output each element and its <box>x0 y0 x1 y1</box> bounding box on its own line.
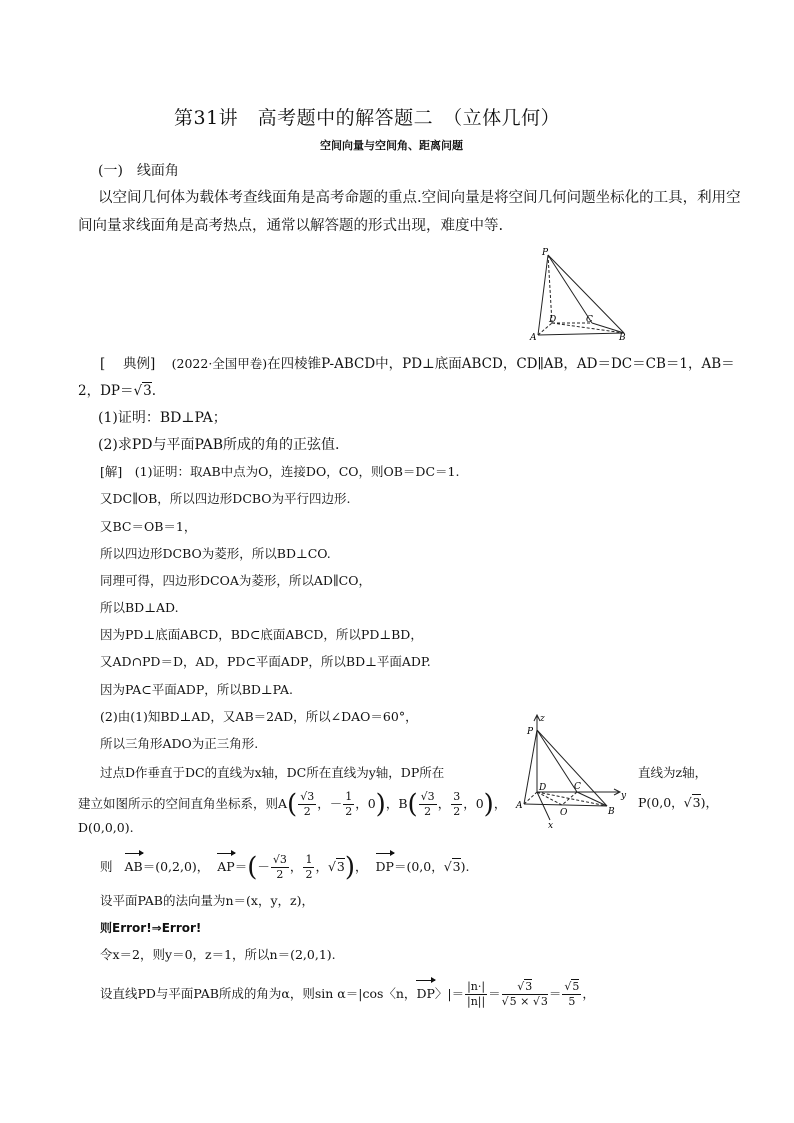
final-eq-1: ＝ <box>488 986 501 1001</box>
label-c: C <box>586 315 593 325</box>
a-x-den: 2 <box>303 805 311 818</box>
edge-co <box>562 792 577 805</box>
question-2: (2)求PD与平面PAB所成的角的正弦值. <box>98 437 340 453</box>
ap-y-den: 2 <box>305 868 313 881</box>
label-y: y <box>621 791 627 801</box>
vector-line: 则 AB＝(0,2,0)， AP＝(－ $\frac{√3}{2}$ ， $\frac{1}{2}$ ，√3)， DP＝(0,0，√3). <box>100 852 470 883</box>
final-vector-dp: DP <box>416 983 434 1005</box>
final-frac-den: |n|| <box>466 995 486 1008</box>
coord-line-2: 建立如图所示的空间直角坐标系，则A( $\frac{√3}{2}$ ，－ $\frac{1}{2}$ ，0)，B( $\frac{√3}{2}$ ， $\frac{3}{2}$ ，0)， <box>78 789 507 820</box>
problem-source: (2022·全国甲卷) <box>171 356 268 371</box>
edge-pa <box>538 255 548 335</box>
a-x-num: √3 <box>300 790 315 803</box>
label-x: x <box>548 821 554 830</box>
solution-line-6: 所以BD⊥AD. <box>100 600 179 615</box>
coord-b-label: ，B <box>385 796 408 811</box>
vector-ab: AB <box>125 856 143 878</box>
edge-pa <box>524 730 537 804</box>
label-a: A <box>530 333 537 343</box>
vectors-prefix: 则 <box>100 859 113 874</box>
normal-line-2: 则Error!⇒Error! <box>100 921 202 935</box>
normal-line-3: 令x＝2，则y＝0，z＝1，所以n＝(2,0,1). <box>100 947 336 962</box>
intro-line-1: 以空间几何体为载体考查线面角是高考命题的重点.空间向量是将空间几何问题坐标化的工具，利用空 <box>98 190 741 206</box>
final-frac-num: |n·| <box>467 980 486 993</box>
edge-ab <box>538 333 624 335</box>
section-heading: (一) 线面角 <box>98 163 179 179</box>
coordinate-figure <box>512 712 632 830</box>
b-y-num: 3 <box>453 790 461 803</box>
solution-line-4: 所以四边形DCBO为菱形，所以BD⊥CO. <box>100 546 331 561</box>
coord-p-label: P(0,0， <box>638 795 684 810</box>
solution-line-3: 又BC＝OB＝1， <box>100 519 197 534</box>
ap-y-num: 1 <box>305 853 313 866</box>
label-b: B <box>619 333 626 343</box>
vector-ap-eq: ＝ <box>234 859 248 874</box>
ap-x-num: √3 <box>272 853 287 866</box>
final-result-num: 5 <box>572 980 580 993</box>
edge-pc <box>548 255 592 323</box>
solution-line-11: 所以三角形ADO为正三角形. <box>100 736 259 751</box>
b-y-den: 2 <box>453 805 461 818</box>
b-x-den: 2 <box>424 805 432 818</box>
vector-dp: DP <box>376 856 394 878</box>
label-b: B <box>608 807 615 817</box>
vector-dp-value: ＝(0,0， <box>393 859 444 874</box>
page-title: 第31讲 高考题中的解答题二 （立体几何） <box>174 107 561 129</box>
a-y-den: 2 <box>345 805 353 818</box>
problem-statement: 在四棱锥P-ABCD中，PD⊥底面ABCD，CD∥AB，AD＝DC＝CB＝1，AB＝ <box>267 356 735 372</box>
final-text: 设直线PD与平面PAB所成的角为α，则sin α＝|cos〈n， <box>100 986 417 1001</box>
edge-pd <box>548 255 552 323</box>
final-mid: 〉|＝ <box>434 986 465 1001</box>
ap-x-den: 2 <box>276 868 284 881</box>
intro-line-2: 间向量求线面角是高考热点，通常以解答题的形式出现，难度中等. <box>78 218 504 234</box>
question-1: (1)证明：BD⊥PA； <box>98 410 227 426</box>
coord-line-1a: 过点D作垂直于DC的直线为x轴，DC所在直线为y轴，DP所在 <box>100 765 445 780</box>
dp-z-sqrt: 3 <box>452 859 461 874</box>
solution-line-1: [解] (1)证明：取AB中点为O，连接DO，CO，则OB＝DC＝1. <box>100 464 460 479</box>
label-z: z <box>540 714 545 724</box>
problem-line-1 <box>100 353 735 375</box>
solution-line-7: 因为PD⊥底面ABCD，BD⊂底面ABCD，所以PD⊥BD， <box>100 627 423 642</box>
label-p: P <box>527 727 534 737</box>
final-times: × <box>520 995 530 1008</box>
solution-line-5: 同理可得，四边形DCOA为菱形，所以AD∥CO， <box>100 573 371 588</box>
problem-tag: [ 典例] <box>100 356 156 372</box>
final-line: 设直线PD与平面PAB所成的角为α，则sin α＝|cos〈n，DP〉|＝ $\frac{|n\cdot|}{|n||}$ ＝ $\frac{√3}{√5 \times √3}$ ＝ $\frac{√5}{5}$ ， <box>100 980 595 1008</box>
final-den-a: 5 <box>509 995 517 1008</box>
final-eq-2: ＝ <box>548 986 562 1001</box>
coord-p-sqrt: 3 <box>692 795 701 810</box>
label-o: O <box>560 808 568 818</box>
a-y-num: 1 <box>345 790 353 803</box>
final-den-b: 3 <box>540 995 548 1008</box>
vector-ab-value: ＝(0,2,0)， <box>142 859 210 874</box>
coord-p-end: )， <box>700 795 718 810</box>
label-d: D <box>539 783 547 793</box>
edge-do <box>537 792 562 805</box>
coord-line-1b: 直线为z轴， <box>638 765 708 780</box>
problem-dp-value: 3 <box>143 383 152 399</box>
solution-line-9: 因为PA⊂平面ADP，所以BD⊥PA. <box>100 682 293 697</box>
coord-p: P(0,0，√3)， <box>638 795 718 810</box>
coord-a-label: 建立如图所示的空间直角坐标系，则A <box>78 796 288 811</box>
pyramid-figure <box>520 245 630 345</box>
normal-line-1: 设平面PAB的法向量为n＝(x，y，z)， <box>100 893 314 908</box>
x-axis <box>537 792 550 820</box>
b-x-num: √3 <box>420 790 435 803</box>
final-result-den: 5 <box>568 995 576 1008</box>
solution-line-2: 又DC∥OB，所以四边形DCBO为平行四边形. <box>100 491 351 506</box>
label-c: C <box>574 782 581 792</box>
final-num: 3 <box>525 980 533 993</box>
edge-ab <box>524 804 607 806</box>
ap-z-sqrt: 3 <box>336 859 345 874</box>
coord-d: D(0,0,0). <box>78 820 134 835</box>
label-p: P <box>542 248 549 258</box>
problem-line-2: 2，DP＝√3. <box>78 383 156 399</box>
label-d: D <box>549 315 557 325</box>
problem-dp-label: 2，DP＝ <box>78 383 134 399</box>
label-a: A <box>516 801 523 811</box>
solution-line-8: 又AD∩PD＝D，AD，PD⊂平面ADP，所以BD⊥平面ADP. <box>100 654 431 669</box>
vector-ap: AP <box>217 856 234 878</box>
page-subtitle: 空间向量与空间角、距离问题 <box>320 139 463 152</box>
solution-line-10: (2)由(1)知BD⊥AD，又AB＝2AD，所以∠DAO＝60°， <box>100 709 418 724</box>
problem-dp-end: . <box>151 383 156 399</box>
edge-cb <box>577 792 607 806</box>
